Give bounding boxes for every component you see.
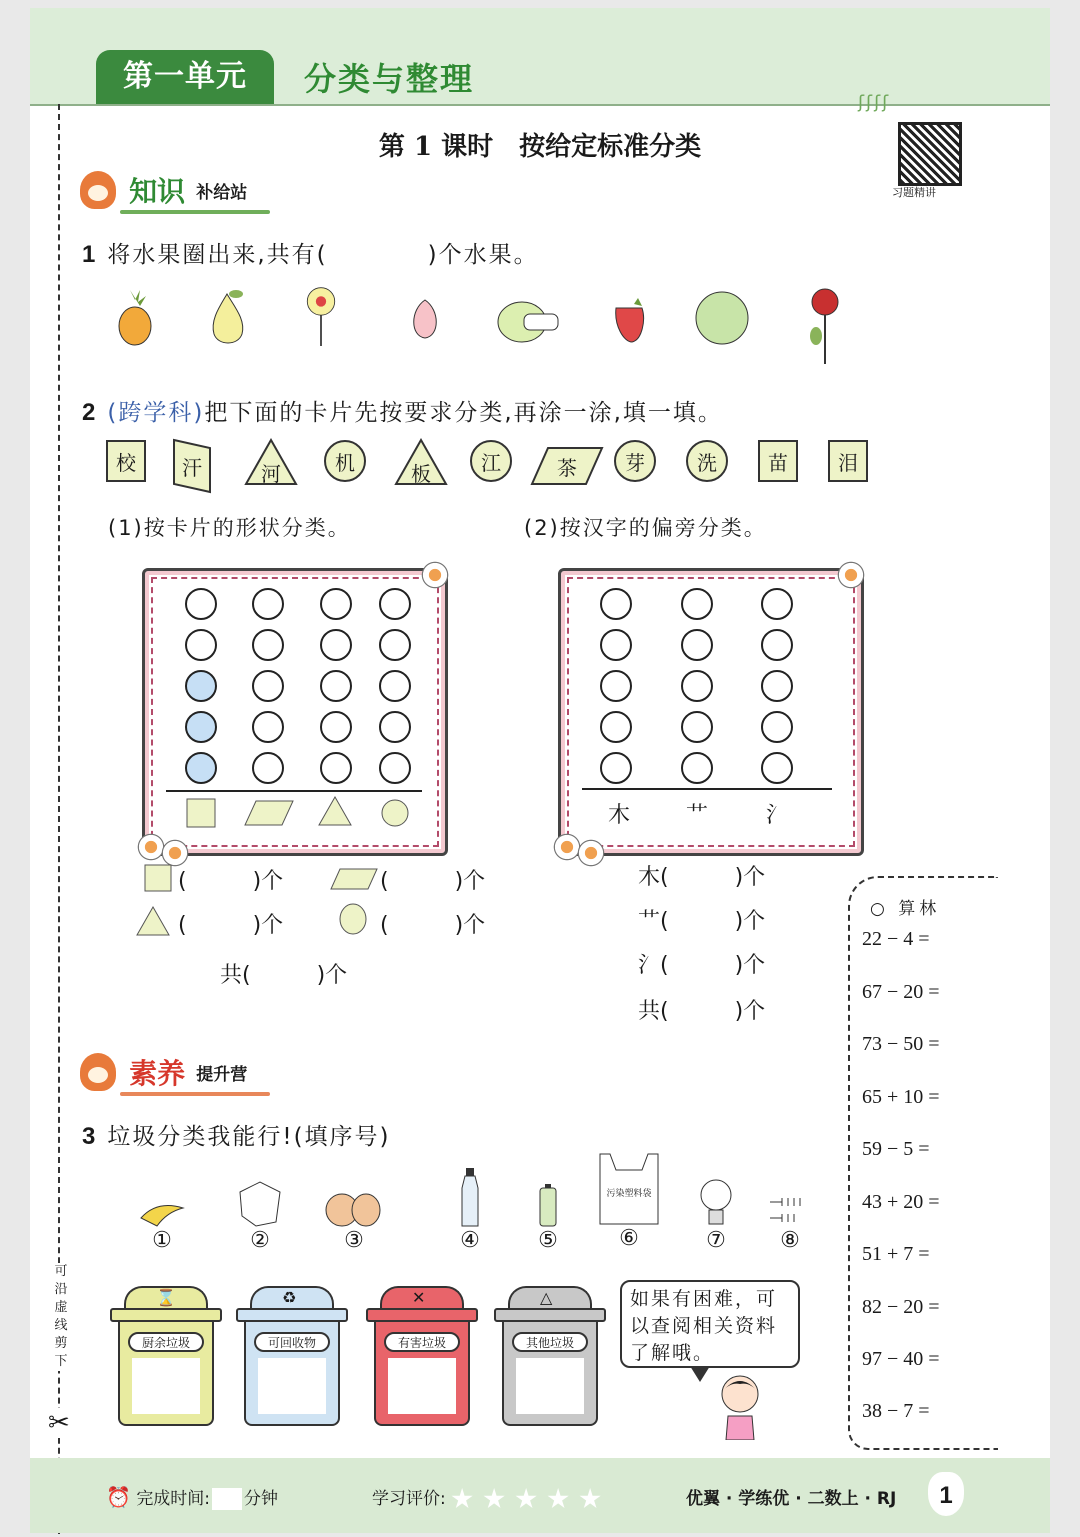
waste-item[interactable]: ⑦ xyxy=(686,1168,746,1253)
fox-mascot-icon xyxy=(80,1053,116,1091)
unit-title: 分类与整理 xyxy=(304,60,475,98)
peach-icon[interactable] xyxy=(400,286,450,346)
recycle-icon: ♻ xyxy=(282,1288,297,1307)
part1-title: (1)按卡片的形状分类。 xyxy=(108,516,351,540)
hazard-icon: ✕ xyxy=(412,1288,426,1307)
tally-circle[interactable] xyxy=(379,711,411,743)
clock-icon: ⏰ xyxy=(106,1485,131,1509)
section-main-title: 素养 xyxy=(129,1057,186,1090)
kitchen-waste-symbol-icon: ⌛ xyxy=(156,1288,176,1307)
triangle-shape-icon xyxy=(136,906,170,936)
bin-recyclable[interactable] xyxy=(236,1286,348,1426)
page-footer xyxy=(30,1458,1050,1533)
card-square[interactable]: 苗 xyxy=(758,440,798,482)
rating-star[interactable] xyxy=(451,1488,473,1510)
circle-count-blank[interactable]: ( )个 xyxy=(380,913,486,938)
calc-item[interactable]: 73 − 50 = xyxy=(862,1033,940,1055)
card-parallelogram[interactable]: 汗 xyxy=(172,438,212,494)
flower-icon xyxy=(421,561,449,589)
radical-shui-count[interactable]: 氵( )个 xyxy=(638,953,766,978)
calc-item[interactable]: 51 + 7 = xyxy=(862,1243,930,1265)
card-circle[interactable]: 洗 xyxy=(686,440,728,482)
tally-circle[interactable] xyxy=(681,711,713,743)
radical-label: 艹 xyxy=(686,803,709,828)
radical-cao-count[interactable]: 艹( )个 xyxy=(638,909,766,934)
tally-circle[interactable] xyxy=(320,629,352,661)
fish-bones-icon xyxy=(760,1168,820,1228)
leaves-icon: ʃʃʃʃ xyxy=(858,92,891,113)
plastic-bottle-icon xyxy=(440,1168,500,1228)
completion-time: ⏰ 完成时间: 分钟 xyxy=(106,1485,279,1509)
bin-answer-box[interactable] xyxy=(388,1358,456,1414)
tally-circle[interactable] xyxy=(761,629,793,661)
section-sub-title: 补给站 xyxy=(196,182,248,203)
tally-circle-filled[interactable] xyxy=(185,711,217,743)
watermelon-icon[interactable] xyxy=(690,286,754,346)
calc-item[interactable]: 65 + 10 = xyxy=(862,1086,940,1108)
worksheet-page xyxy=(30,8,1050,1533)
tally-circle[interactable] xyxy=(320,670,352,702)
light-bulb-icon xyxy=(686,1168,746,1228)
radical-mu-count[interactable]: 木( )个 xyxy=(638,865,766,890)
question-number: 1 xyxy=(82,241,98,268)
circle-shape-icon xyxy=(338,902,368,936)
flower-icon xyxy=(161,839,189,867)
rose-icon[interactable] xyxy=(800,286,850,366)
card-circle[interactable]: 江 xyxy=(470,440,512,482)
tally-circle[interactable] xyxy=(185,629,217,661)
section-knowledge xyxy=(80,170,247,214)
tally-circle[interactable] xyxy=(681,588,713,620)
bin-answer-box[interactable] xyxy=(516,1358,584,1414)
tally-circle[interactable] xyxy=(252,670,284,702)
bin-label: 其他垃圾 xyxy=(512,1332,588,1352)
tally-circle[interactable] xyxy=(761,588,793,620)
question-text: 把下面的卡片先按要求分类,再涂一涂,填一填。 xyxy=(204,400,723,426)
tally-circle[interactable] xyxy=(600,588,632,620)
bin-label: 厨余垃圾 xyxy=(128,1332,204,1352)
calc-item[interactable]: 38 − 7 = xyxy=(862,1400,930,1422)
tally-circle-filled[interactable] xyxy=(185,670,217,702)
tally-circle[interactable] xyxy=(681,752,713,784)
qr-code[interactable] xyxy=(898,122,962,186)
pear-icon[interactable] xyxy=(202,286,252,346)
tally-circle[interactable] xyxy=(600,711,632,743)
waste-item[interactable]: ③ xyxy=(324,1168,384,1253)
waste-item[interactable]: ⑤ xyxy=(518,1168,578,1253)
bin-label: 有害垃圾 xyxy=(384,1332,460,1352)
tally-circle[interactable] xyxy=(379,629,411,661)
waste-item[interactable]: ⑧ xyxy=(760,1168,820,1253)
page-number: 1 xyxy=(928,1472,964,1516)
tally-circle[interactable] xyxy=(761,711,793,743)
tally-circle[interactable] xyxy=(761,670,793,702)
strawberry-icon[interactable] xyxy=(604,286,654,346)
calc-item[interactable]: 59 − 5 = xyxy=(862,1138,930,1160)
card-square[interactable]: 校 xyxy=(106,440,146,482)
parallelogram-shape-icon xyxy=(330,868,378,890)
calc-title: ○ 算林 xyxy=(870,899,941,919)
radical-label: 氵 xyxy=(766,803,789,828)
bin-hazardous[interactable] xyxy=(366,1286,478,1426)
calc-item[interactable]: 22 − 4 = xyxy=(862,928,930,950)
bin-kitchen-waste[interactable] xyxy=(110,1286,222,1426)
waste-item[interactable]: 污染塑料袋 ⑥ xyxy=(594,1168,664,1251)
book-title: 优翼 · 学练优 · 二数上 · RJ xyxy=(686,1489,897,1509)
section-sub-title: 提升营 xyxy=(196,1064,248,1085)
question-2 xyxy=(82,394,723,427)
qr-label: 习题精讲 xyxy=(892,186,936,199)
triangle-count-blank[interactable]: ( )个 xyxy=(178,913,284,938)
time-input[interactable] xyxy=(212,1488,242,1510)
card-square[interactable]: 泪 xyxy=(828,440,868,482)
tally-circle[interactable] xyxy=(681,670,713,702)
flower-icon xyxy=(837,561,865,589)
section-underline xyxy=(120,210,270,214)
scissors-icon: ✂ xyxy=(48,1408,70,1438)
bin-answer-box[interactable] xyxy=(258,1358,326,1414)
tally-circle[interactable] xyxy=(600,670,632,702)
radical-label: 木 xyxy=(608,803,631,828)
chart-baseline xyxy=(582,788,832,790)
section-underline xyxy=(120,1092,270,1096)
tally-circle[interactable] xyxy=(252,711,284,743)
bin-other[interactable] xyxy=(494,1286,606,1426)
square-shape-icon xyxy=(144,864,172,892)
parallelogram-count-blank[interactable]: ( )个 xyxy=(380,869,486,894)
flower-icon xyxy=(577,839,605,867)
tally-circle[interactable] xyxy=(681,629,713,661)
rating-star[interactable] xyxy=(515,1488,537,1510)
tally-circle[interactable] xyxy=(761,752,793,784)
card-triangle[interactable]: 河 xyxy=(244,438,298,486)
question-3 xyxy=(82,1118,391,1151)
lesson-title: 第 1 课时 按给定标准分类 xyxy=(378,132,702,162)
question-number: 3 xyxy=(82,1123,98,1150)
plastic-bag-icon xyxy=(594,1148,664,1226)
triangle-shape-icon xyxy=(318,796,352,826)
tally-circle[interactable] xyxy=(379,588,411,620)
question-number: 2 xyxy=(82,399,98,426)
cabbage-icon[interactable] xyxy=(494,286,564,346)
tally-circle[interactable] xyxy=(320,588,352,620)
q1-items xyxy=(110,286,870,366)
question-1 xyxy=(82,236,539,269)
bin-answer-box[interactable] xyxy=(132,1358,200,1414)
card-triangle[interactable]: 板 xyxy=(394,438,448,486)
calc-item[interactable]: 67 − 20 = xyxy=(862,981,940,1003)
unit-tab: 第一单元 xyxy=(96,50,274,104)
square-count-blank[interactable]: ( )个 xyxy=(178,869,284,894)
question-text: 垃圾分类我能行!(填序号) xyxy=(107,1124,391,1150)
cardboard-box-icon xyxy=(230,1168,290,1228)
sunflower-icon[interactable] xyxy=(296,286,346,346)
cross-subject-tag: (跨学科) xyxy=(107,400,205,426)
battery-icon xyxy=(518,1168,578,1228)
section-main-title: 知识 xyxy=(129,175,186,208)
tally-circle[interactable] xyxy=(320,752,352,784)
tally-circle[interactable] xyxy=(252,629,284,661)
tally-circle[interactable] xyxy=(600,752,632,784)
unit-header xyxy=(30,8,1050,113)
tally-circle[interactable] xyxy=(379,670,411,702)
shape-total-blank[interactable]: 共( )个 xyxy=(220,963,348,988)
mental-math-box xyxy=(848,876,998,1450)
rating-star[interactable] xyxy=(579,1488,601,1510)
svg-text:污染塑料袋: 污染塑料袋 xyxy=(606,1189,652,1199)
tally-circle[interactable] xyxy=(600,629,632,661)
card-circle[interactable]: 芽 xyxy=(614,440,656,482)
tally-circle[interactable] xyxy=(185,588,217,620)
part2-title: (2)按汉字的偏旁分类。 xyxy=(524,516,767,540)
tally-circle-filled[interactable] xyxy=(185,752,217,784)
girl-character-icon xyxy=(710,1370,770,1440)
character-cards xyxy=(106,438,906,498)
hint-speech-bubble: 如果有困难，可以查阅相关资料了解哦。 xyxy=(620,1280,800,1368)
card-circle[interactable]: 机 xyxy=(324,440,366,482)
card-parallelogram[interactable]: 茶 xyxy=(530,446,604,486)
question-text: 将水果圈出来,共有( )个水果。 xyxy=(107,242,539,268)
tally-circle[interactable] xyxy=(379,752,411,784)
parallelogram-shape-icon xyxy=(244,800,294,826)
banana-peel-icon xyxy=(132,1168,192,1228)
tally-circle[interactable] xyxy=(252,588,284,620)
calc-item[interactable]: 82 − 20 = xyxy=(862,1296,940,1318)
waste-items xyxy=(140,1168,860,1268)
chart-baseline xyxy=(166,790,422,792)
tally-circle[interactable] xyxy=(320,711,352,743)
tally-circle[interactable] xyxy=(252,752,284,784)
radical-total-blank[interactable]: 共( )个 xyxy=(638,999,766,1024)
circle-shape-icon xyxy=(380,798,410,828)
fox-mascot-icon xyxy=(80,171,116,209)
rating-star[interactable] xyxy=(547,1488,569,1510)
waste-item[interactable]: ① xyxy=(132,1168,192,1253)
rating-star[interactable] xyxy=(483,1488,505,1510)
other-waste-icon: △ xyxy=(540,1288,553,1307)
self-evaluation: 学习评价: xyxy=(372,1484,611,1510)
cut-instruction: 可沿虚线剪下 xyxy=(52,1263,70,1371)
pineapple-icon[interactable] xyxy=(110,286,160,346)
calc-item[interactable]: 97 − 40 = xyxy=(862,1348,940,1370)
waste-item[interactable]: ④ xyxy=(440,1168,500,1253)
square-shape-icon xyxy=(186,798,216,828)
bin-label: 可回收物 xyxy=(254,1332,330,1352)
section-literacy xyxy=(80,1052,247,1096)
waste-item[interactable]: ② xyxy=(230,1168,290,1253)
calc-item[interactable]: 43 + 20 = xyxy=(862,1191,940,1213)
eggshell-icon xyxy=(324,1168,384,1228)
